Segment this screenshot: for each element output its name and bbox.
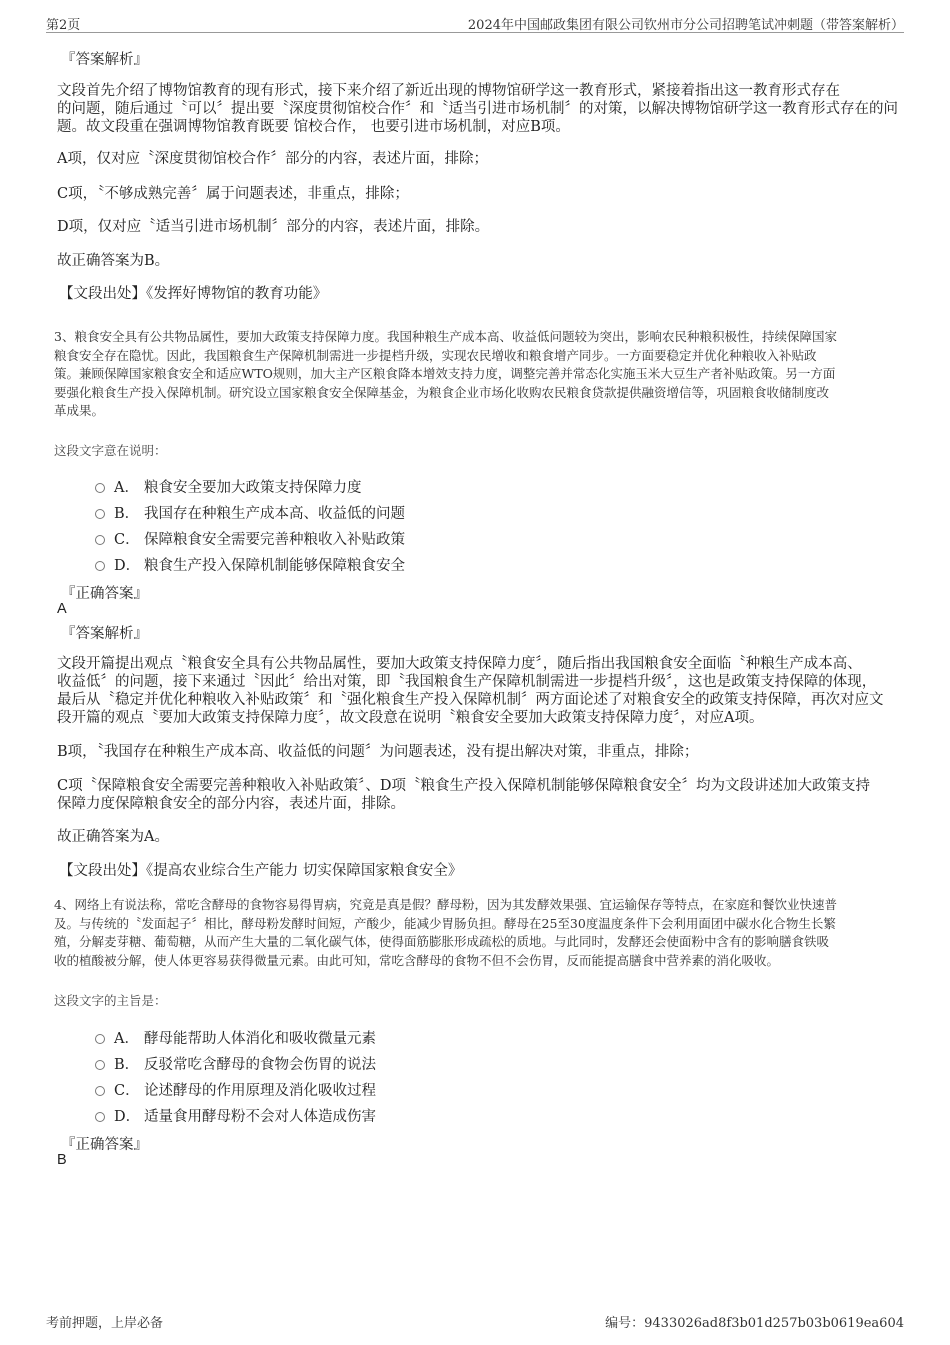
option-key: D．	[114, 1109, 141, 1125]
q3-conclusion: 故正确答案为A。	[57, 829, 169, 845]
radio-icon[interactable]	[95, 1034, 105, 1044]
text-line: 粮食安全存在隐忧。因此，我国粮食生产保障机制需进一步提档升级，实现农民增收和粮食增产同步。一方面要稳定并优化种粮收入补贴政	[54, 347, 817, 363]
q3-option-d[interactable]	[95, 554, 405, 575]
option-key: D．	[114, 558, 141, 574]
q3-stem: 这段文字意在说明：	[54, 443, 167, 458]
option-key: A．	[114, 480, 139, 496]
text-line: 3、粮食安全具有公共物品属性，要加大政策支持保障力度。我国种粮生产成本高、收益低问题较为突出，影响农民种粮积极性，持续保障国家	[54, 329, 837, 344]
text-line: 保障力度保障粮食安全的部分内容，表述片面，排除。	[57, 796, 405, 812]
text-line: 收益低〞的问题，接下来通过〝因此〞给出对策，即〝我国粮食生产保障机制需进一步提档升级〞，这也是政策支持保障的体现，	[57, 674, 877, 690]
q2-analysis-paragraph	[57, 82, 904, 136]
q3-analysis-label: 『答案解析』	[61, 626, 148, 642]
option-key: C．	[114, 532, 140, 548]
q3-source: 【文段出处】《提高农业综合生产能力 切实保障国家粮食安全》	[59, 863, 463, 879]
option-text: 粮食安全要加大政策支持保障力度	[144, 480, 362, 496]
text-line: 殖，分解麦芽糖、葡萄糖，从而产生大量的二氧化碳气体，使得面筋膨胀形成疏松的质地。与此同时，发酵还会使面粉中含有的影响膳食铁吸	[54, 934, 830, 949]
q2-option-d-analysis: D项，仅对应〝适当引进市场机制〞部分的内容，表述片面，排除。	[57, 219, 490, 235]
text-line: 题。故文段重在强调博物馆教育既要 馆校合作， 也要引进市场机制，对应B项。	[57, 119, 570, 135]
text-line: 策。兼顾保障国家粮食安全和适应WTO规则，加大主产区粮食降本增效支持力度，调整完善并常态化实施玉米大豆生产者补贴政策。另一方面	[54, 366, 836, 381]
radio-icon[interactable]	[95, 1112, 105, 1122]
radio-icon[interactable]	[95, 561, 105, 571]
text-line: 文段首先介绍了博物馆教育的现有形式，接下来介绍了新近出现的博物馆研学这一教育形式，紧接着指出这一教育形式存在	[57, 83, 840, 99]
text-line: 要强化粮食生产投入保障机制。研究设立国家粮食安全保障基金，为粮食企业市场化收购农民粮食贷款提供融资增信等，巩固粮食收储制度改	[54, 384, 830, 400]
q4-passage	[54, 896, 904, 970]
q4-option-a[interactable]	[95, 1027, 376, 1048]
page-number: 第2页	[46, 18, 81, 33]
option-text: 粮食生产投入保障机制能够保障粮食安全	[144, 558, 405, 574]
radio-icon[interactable]	[95, 535, 105, 545]
radio-icon[interactable]	[95, 509, 105, 519]
option-key: A．	[114, 1031, 139, 1047]
q4-option-c[interactable]	[95, 1079, 376, 1100]
q3-correct-label: 『正确答案』	[61, 586, 148, 602]
q3-option-c[interactable]	[95, 528, 405, 549]
option-key: B．	[114, 1057, 140, 1073]
text-line: 革成果。	[54, 403, 105, 418]
radio-icon[interactable]	[95, 1060, 105, 1070]
option-text: 适量食用酵母粉不会对人体造成伤害	[144, 1109, 376, 1125]
text-line: C项〝保障粮食安全需要完善种粮收入补贴政策〞、D项〝粮食生产投入保障机制能够保障粮食安全〞均为文段讲述加大政策支持	[57, 778, 870, 794]
q3-option-b[interactable]	[95, 502, 405, 523]
q3-option-cd-analysis	[57, 777, 904, 813]
text-line: 收的植酸被分解，使人体更容易获得微量元素。由此可知，常吃含酵母的食物不但不会伤胃，反而能提高膳食中营养素的消化吸收。	[54, 952, 780, 968]
text-line: 的问题，随后通过〝可以〞提出要〝深度贯彻馆校合作〞和〝适当引进市场机制〞的对策，以解决博物馆研学这一教育形式存在的问	[57, 101, 898, 117]
option-key: C．	[114, 1083, 140, 1099]
text-line: 文段开篇提出观点〝粮食安全具有公共物品属性，要加大政策支持保障力度〞，随后指出我国粮食安全面临〝种粮生产成本高、	[57, 656, 862, 672]
q2-source: 【文段出处】《发挥好博物馆的教育功能》	[59, 286, 328, 302]
q4-option-b[interactable]	[95, 1053, 376, 1074]
document-code: 编号：9433026ad8f3b01d257b03b0619ea604	[605, 1316, 904, 1331]
page-header	[46, 12, 904, 33]
option-text: 我国存在种粮生产成本高、收益低的问题	[144, 506, 405, 522]
text-line: 最后从〝稳定并优化种粮收入补贴政策〞和〝强化粮食生产投入保障机制〞两方面论述了对粮食安全的政策支持保障，再次对应文	[57, 692, 884, 708]
option-text: 反驳常吃含酵母的食物会伤胃的说法	[144, 1057, 376, 1073]
footer-slogan: 考前押题，上岸必备	[46, 1316, 164, 1331]
q4-option-d[interactable]	[95, 1105, 376, 1126]
q2-option-c-analysis: C项，〝不够成熟完善〞属于问题表述，非重点，排除；	[57, 186, 409, 202]
q2-analysis-label: 『答案解析』	[61, 52, 148, 68]
q3-option-a[interactable]	[95, 476, 362, 497]
text-line: 4、网络上有说法称，常吃含酵母的食物容易得胃病，究竟是真是假？酵母粉，因为其发酵效果强、宜运输保存等特点，在家庭和餐饮业快速普	[54, 897, 837, 912]
text-line: 段开篇的观点〝要加大政策支持保障力度〞，故文段意在说明〝粮食安全要加大政策支持保障力度〞，对应A项。	[57, 710, 764, 726]
document-title: 2024年中国邮政集团有限公司钦州市分公司招聘笔试冲刺题（带答案解析）	[467, 18, 904, 33]
q4-correct-label: 『正确答案』	[61, 1137, 148, 1153]
q2-conclusion: 故正确答案为B。	[57, 253, 170, 269]
q3-option-b-analysis: B项，〝我国存在种粮生产成本高、收益低的问题〞为问题表述，没有提出解决对策，非重点，排除；	[57, 744, 699, 760]
q3-analysis-paragraph	[57, 655, 904, 727]
q3-passage	[54, 328, 904, 421]
page-footer	[46, 1310, 904, 1330]
option-text: 酵母能帮助人体消化和吸收微量元素	[144, 1031, 376, 1047]
option-key: B．	[114, 506, 140, 522]
q3-correct-answer: A	[57, 601, 67, 617]
q4-stem: 这段文字的主旨是：	[54, 993, 167, 1008]
radio-icon[interactable]	[95, 1086, 105, 1096]
option-text: 论述酵母的作用原理及消化吸收过程	[144, 1083, 376, 1099]
option-text: 保障粮食安全需要完善种粮收入补贴政策	[144, 532, 405, 548]
text-line: 及。与传统的〝发面起子〞相比，酵母粉发酵时间短，产酸少，能减少胃肠负担。酵母在25至30度温度条件下会利用面团中碳水化合物生长繁	[54, 915, 836, 931]
q4-correct-answer: B	[57, 1152, 67, 1168]
q2-option-a-analysis: A项，仅对应〝深度贯彻馆校合作〞部分的内容，表述片面，排除；	[57, 151, 488, 167]
radio-icon[interactable]	[95, 483, 105, 493]
